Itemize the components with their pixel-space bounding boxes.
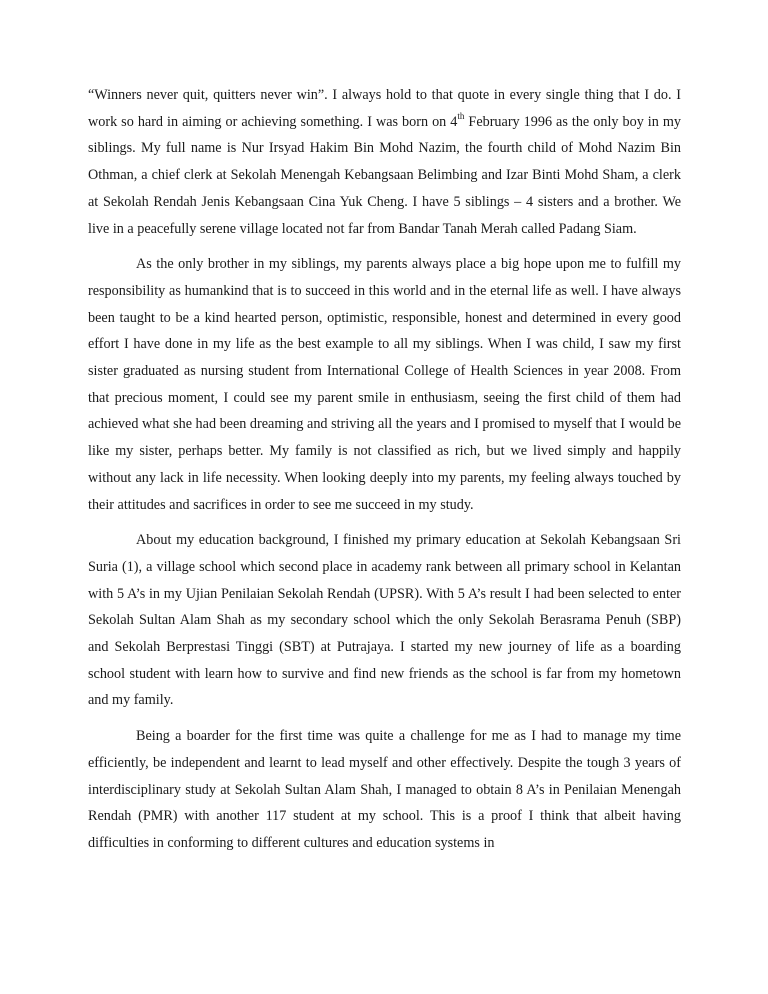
paragraph-intro xyxy=(88,82,681,242)
ordinal-superscript: th xyxy=(457,110,465,121)
document-page xyxy=(88,82,681,866)
paragraph-boarding: Being a boarder for the first time was quite a challenge for me as I had to manage my time efficiently, be independent and learnt to lead myself and other effectively. Despite the tough 3 years of interdisciplinary study at Sekolah Sultan Alam Shah, I managed to obtain 8 A’s in Penilaian Menengah Rendah (PMR) with another 117 student at my school. This is a proof I think that albeit having difficulties in conforming to different cultures and education systems in xyxy=(88,728,681,851)
paragraph-family: As the only brother in my siblings, my parents always place a big hope upon me to fulfill my responsibility as humankind that is to succeed in this world and in the eternal life as well. I have always been taught to be a kind hearted person, optimistic, responsible, honest and determined in every good effort I have done in my life as the best example to all my siblings. When I was child, I saw my first sister graduated as nursing student from International College of Health Sciences in year 2008. From that precious moment, I could see my parent smile in enthusiasm, seeing the first child of them had achieved what she had been dreaming and striving all the years and I promised to myself that I would be like my sister, perhaps better. My family is not classified as rich, but we lived simply and happily without any lack in life necessity. When looking deeply into my parents, my feeling always touched by their attitudes and sacrifices in order to see me succeed in my study. xyxy=(88,256,681,513)
paragraph-intro-text-end: February 1996 as the only boy in my siblings. My full name is Nur Irsyad Hakim Bin Mohd Nazim, the fourth child of Mohd Nazim Bin Othman, a chief clerk at Sekolah Menengah Kebangsaan Belimbing and Izar Binti Mohd Sham, a clerk at Sekolah Rendah Jenis Kebangsaan Cina Yuk Cheng. I have 5 siblings – 4 sisters and a brother. We live in a peacefully serene village located not far from Bandar Tanah Merah called Padang Siam. xyxy=(88,113,681,237)
paragraph-education: About my education background, I finished my primary education at Sekolah Kebangsaan Sri Suria (1), a village school which second place in academy rank between all primary school in Kelantan with 5 A’s in my Ujian Penilaian Sekolah Rendah (UPSR). With 5 A’s result I had been selected to enter Sekolah Sultan Alam Shah as my secondary school which the only Sekolah Berasrama Penuh (SBP) and Sekolah Berprestasi Tinggi (SBT) at Putrajaya. I started my new journey of life as a boarding school student with learn how to survive and find new friends as the school is far from my hometown and my family. xyxy=(88,532,681,709)
paragraph-intro-text-start: “Winners never quit, quitters never win”. I always hold to that quote in every single thing that I do. I work so hard in aiming or achieving something. I was born on 4 xyxy=(88,87,681,130)
